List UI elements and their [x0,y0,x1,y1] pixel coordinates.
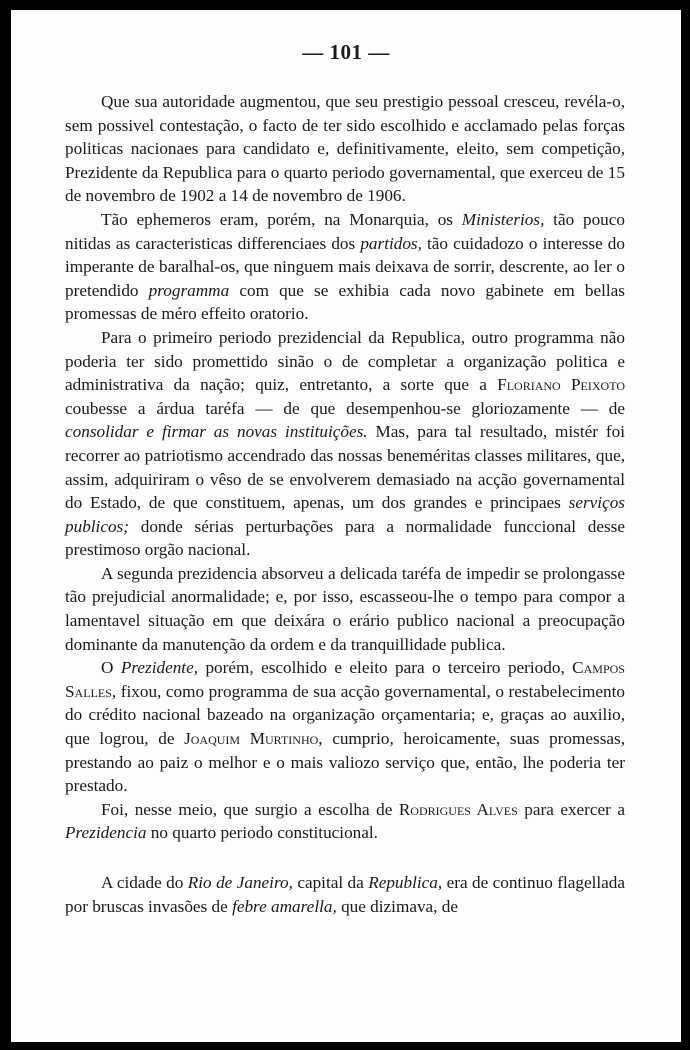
paragraph [65,871,625,918]
italic-text: Rio de Janeiro, [187,873,293,892]
text-run: para exercer a [517,799,625,819]
person-name: Rodrigues Alves [398,799,518,819]
italic-text: febre amarella, [232,896,337,916]
text-run: donde sérias perturbações para a normalidade funccional desse prestimoso orgão nacional. [65,516,625,560]
text-run: Que sua autoridade augmentou, que seu prestigio pessoal cresceu, revéla-o, sem possivel contestação, o facto de ter sido escolhido e acclamado pelas forças politicas nacionaes para candidato e, definitivamente, eleito, sem competição, Prezidente da Republica para o quarto periodo governamental, que exerceu de 15 de novembro de 1902 a 14 de novembro de 1906. [65,92,625,206]
paragraph [65,90,625,208]
text-run: capital da [292,873,369,892]
text-run: Para o primeiro periodo prezidencial da Republica, outro programma não poderia ter sido promettido sinão o de completar a organização politica e administrativa da nação; quiz, entretanto, a sorte que a [65,327,625,395]
paragraph [65,798,625,845]
text-run: fixou, como programma de sua acção governamental, o restabelecimento do crédito nacional bazeado na organização orçamentaria; e, graças ao auxilio, que logrou, de [65,681,625,749]
text-run: tão pouco nitidas as caracteristicas differenciaes dos [65,209,625,253]
text-run: cumprio, heroicamente, suas promessas, prestando ao paiz o melhor e o mais valiozo serviço que, então, lhe poderia ter prestado. [65,729,625,796]
italic-text: Republica, [368,873,443,892]
text-run: porém, escolhido e eleito para o terceiro periodo, [198,658,573,678]
paragraph [65,326,625,562]
italic-text: consolidar e firmar as novas instituições. [65,422,368,442]
italic-text: partidos, [360,233,422,253]
text-run: no quarto periodo constitucional. [146,823,378,843]
person-name: Floriano Peixoto [497,375,625,395]
paragraph [65,562,625,656]
text-run: tão cuidadozo o interesse do imperante de baralhal-os, que ninguem mais deixava de sorrir, descrente, ao ler o pretendido [65,233,625,300]
person-name: Campos Salles, [65,658,625,701]
italic-text: Ministerios, [461,209,545,229]
text-run: coubesse a árdua taréfa — de que desempenhou-se gloriozamente — de [65,398,625,418]
body-text [65,90,625,918]
paragraph [65,208,625,326]
book-page [11,10,681,1042]
text-run: Mas, para tal resultado, mistér foi recorrer ao patriotismo accendrado das nossas beneméritas classes militares, que, assim, adquiriram o vêso de se envolverem demasiado na acção governamental do Estado, de que constituem, apenas, um dos grandes e principaes [65,422,625,513]
text-run: A segunda prezidencia absorveu a delicada taréfa de impedir se prolongasse tão prejudicial anormalidade; e, por isso, escasseou-lhe o tempo para compor a lamentavel situação em que deixára o erário publico nacional a preocupação dominante da manutenção da ordem e da tranquillidade publica. [65,563,625,654]
text-run: com que se exhibia cada novo gabinete em bellas promessas de méro effeito oratorio. [65,280,625,324]
person-name: Joaquim Murtinho, [184,729,323,749]
text-run: Tão ephemeros eram, porém, na Monarquia, os [101,209,462,229]
text-run: A cidade do [101,873,188,892]
paragraph [65,656,625,798]
text-run: Foi, nesse meio, que surgio a escolha de [101,799,399,819]
text-run: era de continuo flagellada por bruscas invasões de [65,873,625,916]
italic-text: programma [148,280,230,300]
italic-text: Prezidencia [65,823,147,843]
text-run: que dizimava, de [336,896,458,916]
page-number: — 101 — [302,40,390,64]
italic-text: serviços publicos; [65,493,625,536]
italic-text: Prezidente, [120,658,199,678]
text-run: O [101,658,121,678]
